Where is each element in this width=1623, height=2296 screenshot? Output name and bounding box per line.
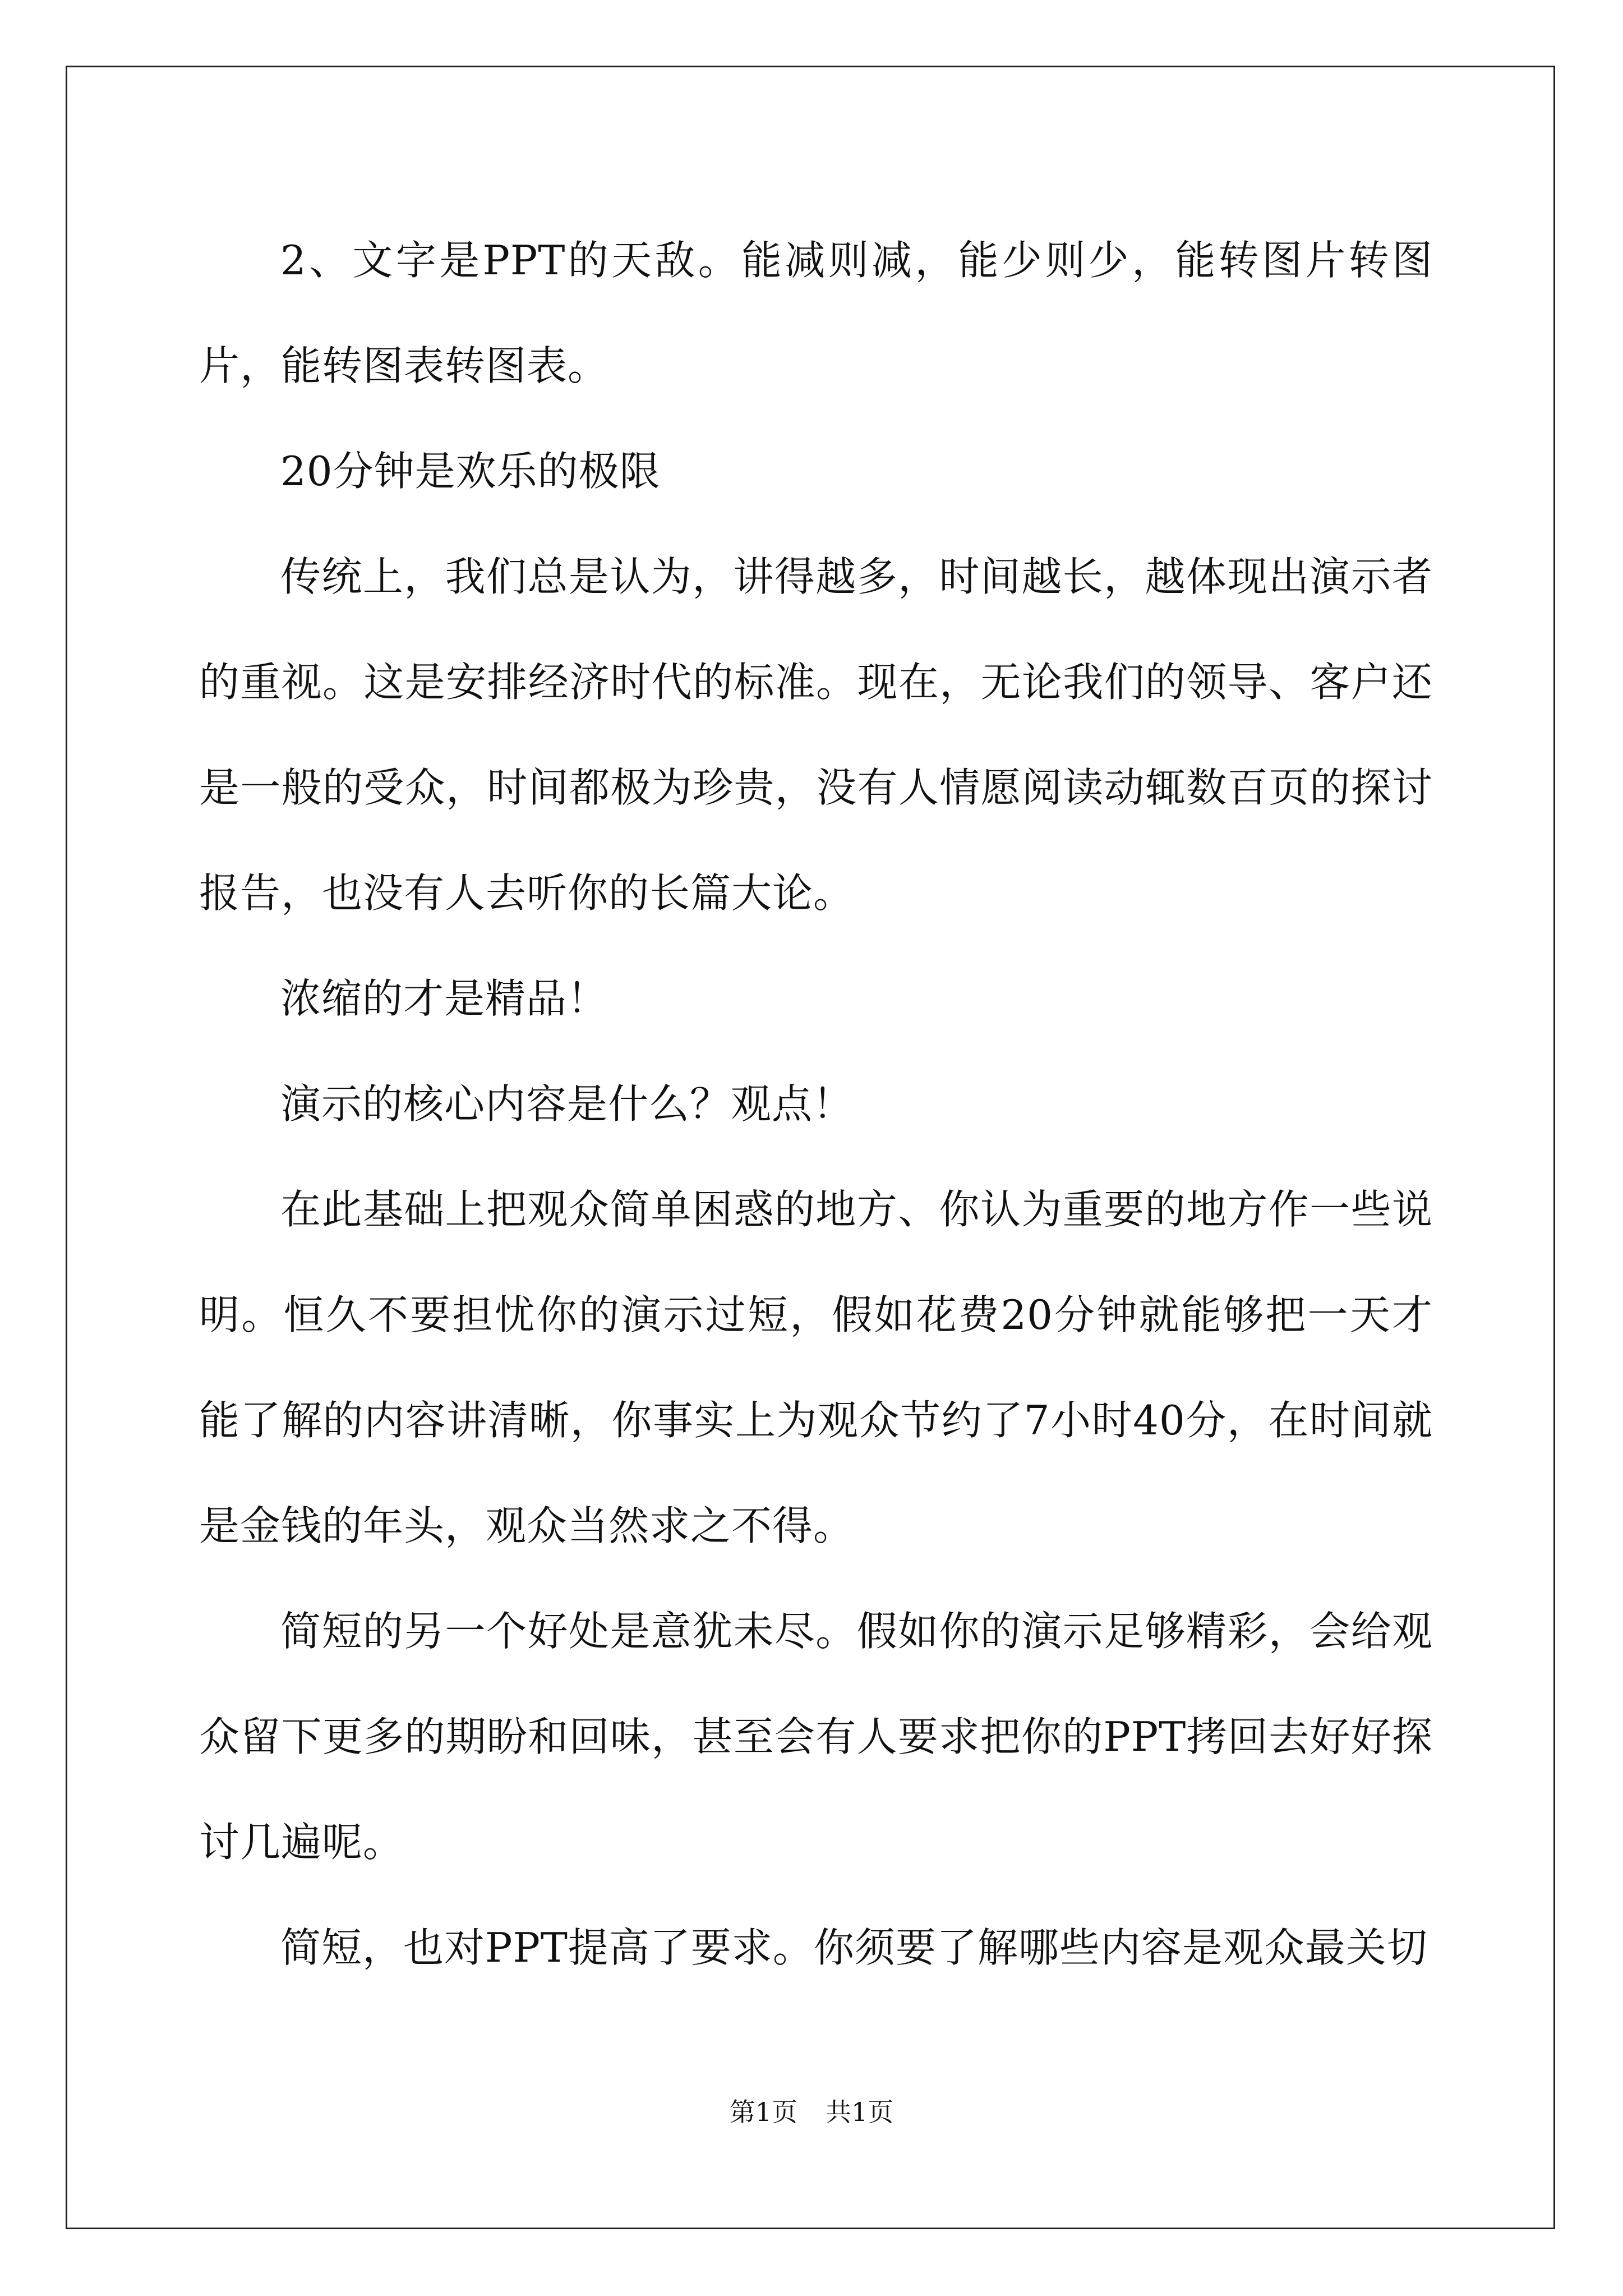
paragraph-7: 简短的另一个好处是意犹未尽。假如你的演示足够精彩，会给观众留下更多的期盼和回味，甚至会有人要求把你的PPT拷回去好好探讨几遍呢。: [199, 1608, 1433, 1866]
paragraph-3: 传统上，我们总是认为，讲得越多，时间越长，越体现出演示者的重视。这是安排经济时代的标准。现在，无论我们的领导、客户还是一般的受众，时间都极为珍贵，没有人情愿阅读动辄数百页的探讨报告，也没有人去听你的长篇大论。: [199, 553, 1433, 917]
document-body: [199, 208, 1433, 2000]
page-total: 共1页: [826, 2097, 894, 2127]
paragraph-8: 简短，也对PPT提高了要求。你须要了解哪些内容是观众最关切: [280, 1924, 1428, 1971]
paragraph-2: 20分钟是欢乐的极限: [280, 448, 661, 495]
paragraph-4: 浓缩的才是精品！: [280, 975, 608, 1022]
paragraph-1: 2、文字是PPT的天敌。能减则减，能少则少，能转图片转图片，能转图表转图表。: [199, 237, 1433, 389]
paragraph-5: 演示的核心内容是什么？观点！: [280, 1080, 854, 1128]
page-number: 第1页: [729, 2097, 797, 2127]
page-footer: [0, 2095, 1623, 2129]
paragraph-6: 在此基础上把观众简单困惑的地方、你认为重要的地方作一些说明。恒久不要担忧你的演示过短，假如花费20分钟就能够把一天才能了解的内容讲清晰，你事实上为观众节约了7小时40分，在时间就是金钱的年头，观众当然求之不得。: [199, 1186, 1433, 1549]
